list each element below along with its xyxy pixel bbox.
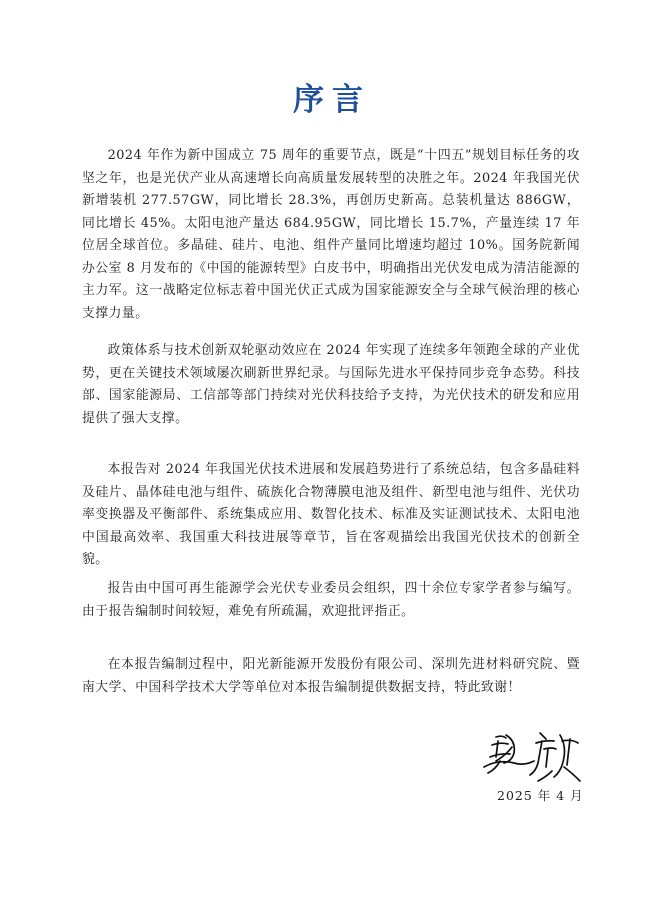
paragraph-acknowledgement: [82, 654, 580, 699]
date-line: 2025 年 4 月: [497, 788, 584, 803]
paragraph-text: 2024 年作为新中国成立 75 周年的重要节点，既是“十四五”规划目标任务的攻坚之年，也是光伏产业从高速增长向高质量发展转型的决胜之年。2024 年我国光伏新增装机 277.57GW，同比增长 28.3%，再创历史新高。总装机量达 886GW，同比增长 45%。太阳电池产量达 684.95GW，同比增长 15.7%，产量连续 17 年位居全球首位。多晶硅、硅片、电池、组件产量同比增速均超过 10%。国务院新闻办公室 8 月发布的《中国的能源转型》白皮书中，明确指出光伏发电成为清洁能源的主力军。这一战略定位标志着中国光伏正式成为国家能源安全与全球气候治理的核心支撑力量。: [82, 148, 580, 321]
paragraph-text: 报告由中国可再生能源学会光伏专业委员会组织，四十余位专家学者参与编写。由于报告编制时间较短，难免有所疏漏，欢迎批评指正。: [82, 581, 580, 619]
paragraph-policy: [82, 340, 580, 430]
handwritten-signature: [478, 727, 588, 787]
paragraph-text: 政策体系与技术创新双轮驱动效应在 2024 年实现了连续多年领跑全球的产业优势，更在关键技术领域屡次刷新世界纪录。与国际先进水平保持同步竞争态势。科技部、国家能源局、工信部等部门持续对光伏科技给予支持，为光伏技术的研发和应用提供了强大支撑。: [82, 343, 580, 426]
paragraph-organization: [82, 578, 580, 623]
paragraph-text: 在本报告编制过程中，阳光新能源开发股份有限公司、深圳先进材料研究院、暨南大学、中国科学技术大学等单位对本报告编制提供数据支持，特此致谢！: [82, 657, 580, 695]
paragraph-text: 本报告对 2024 年我国光伏技术进展和发展趋势进行了系统总结，包含多晶硅料及硅片、晶体硅电池与组件、硫族化合物薄膜电池及组件、新型电池与组件、光伏功率变换器及平衡部件、系统集成应用、数智化技术、标准及实证测试技术、太阳电池中国最高效率、我国重大科技进展等章节，旨在客观描绘出我国光伏技术的创新全貌。: [82, 462, 580, 567]
paragraph-report-scope: [82, 459, 580, 572]
paragraph-intro: [82, 145, 580, 325]
page-title: 序言: [293, 82, 371, 118]
